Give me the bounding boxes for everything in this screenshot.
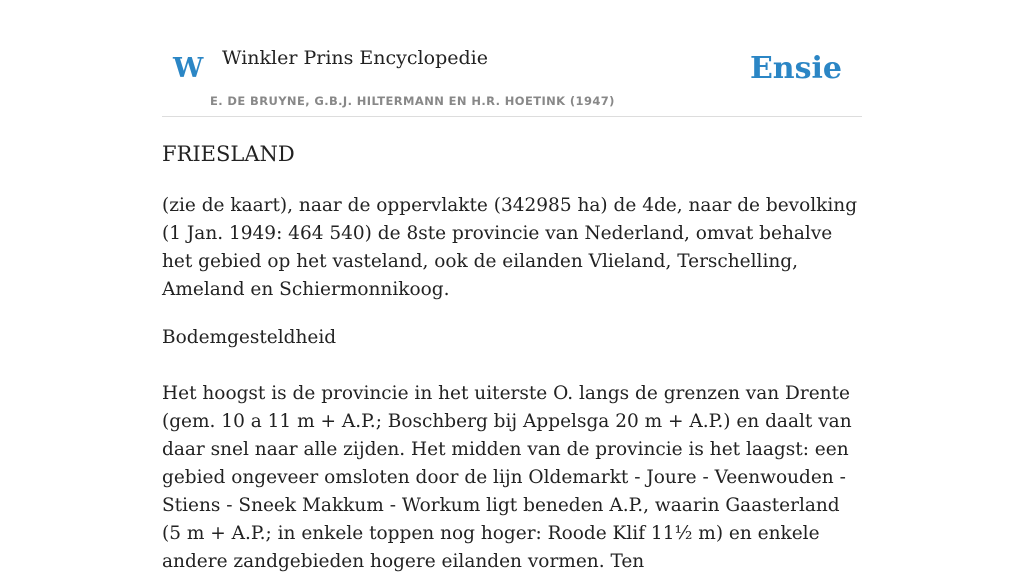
site-header: [162, 0, 862, 117]
section-text: Het hoogst is de provincie in het uiterste O. langs de grenzen van Drente (gem. 10 a 11 m + A.P.; Boschberg bij Appelsga 20 m + A.P.) en daalt van daar snel naar alle zijden. Het midden van de provincie is het laagst: een gebied ongeveer omsloten door de lijn Oldemarkt - Joure - Veenwouden - Stiens - Sneek Makkum - Workum ligt beneden A.P., waarin Gaasterland (5 m + A.P.; in enkele toppen nog hoger: Roode Klif 11½ m) en enkele andere zandgebieden hogere eilanden vormen. Ten: [162, 383, 852, 572]
authors-line: E. DE BRUYNE, G.B.J. HILTERMANN EN H.R. HOETINK (1947): [210, 94, 615, 108]
section-heading: Bodemgesteldheid: [162, 327, 337, 348]
article: [162, 138, 862, 576]
article-intro: (zie de kaart), naar de oppervlakte (342985 ha) de 4de, naar de bevolking (1 Jan. 1949: 464 540) de 8ste provincie van Nederland, omvat behalve het gebied op het vasteland, ook de eilanden Vlieland, Terschelling, Ameland en Schiermonnikoog.: [162, 195, 858, 300]
book-title[interactable]: Winkler Prins Encyclopedie: [222, 47, 488, 69]
ensie-brand-link[interactable]: Ensie: [749, 51, 842, 86]
article-title: FRIESLAND: [162, 142, 295, 166]
winkler-prins-logo[interactable]: W: [173, 53, 204, 84]
